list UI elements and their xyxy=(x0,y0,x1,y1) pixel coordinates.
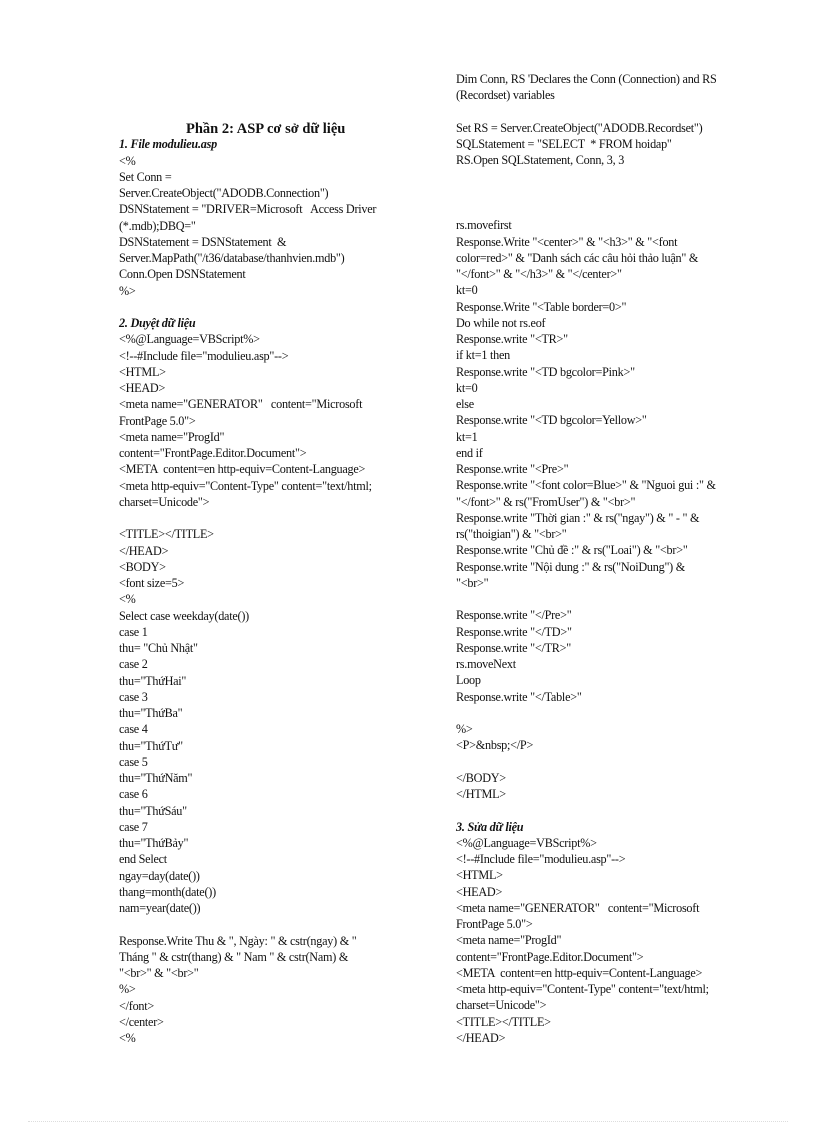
code-line: Set Conn = xyxy=(119,169,172,184)
code-line: <TITLE></TITLE> xyxy=(456,1014,551,1029)
code-line: <%@Language=VBScript%> xyxy=(456,835,597,850)
code-line: <!--#Include file="modulieu.asp"--> xyxy=(456,852,626,866)
code-line: kt=0 xyxy=(456,380,478,395)
code-line: %> xyxy=(456,722,473,736)
code-line: "</font>" & "</h3>" & "</center>" xyxy=(456,267,622,281)
code-line: <% xyxy=(119,592,136,607)
code-line: thu="ThứTư" xyxy=(119,738,183,753)
code-line: <HEAD> xyxy=(119,381,166,395)
code-line: Response.write "<TD bgcolor=Pink>" xyxy=(456,364,635,379)
code-line: <% xyxy=(119,1031,136,1045)
code-line: thu= "Chủ Nhật" xyxy=(119,641,198,655)
code-line: end if xyxy=(456,445,483,460)
code-line: <meta name="GENERATOR" content="Microsoft xyxy=(456,900,700,915)
code-line: </font> xyxy=(119,998,155,1013)
code-line: RS.Open SQLStatement, Conn, 3, 3 xyxy=(456,153,625,168)
code-line: <% xyxy=(119,153,136,168)
code-line: Response.Write Thu & ", Ngày: " & cstr(ngay) & " xyxy=(119,933,357,948)
code-line: Response.write "Nội dung :" & rs("NoiDung") & xyxy=(456,559,686,574)
code-line: FrontPage 5.0"> xyxy=(119,413,196,428)
code-line: Server.MapPath("/t36/database/thanhvien.mdb") xyxy=(119,251,345,265)
code-line: Conn.Open DSNStatement xyxy=(119,267,246,282)
code-line: <P>&nbsp;</P> xyxy=(456,738,534,753)
code-line: <META content=en http-equiv=Content-Language> xyxy=(119,462,366,477)
code-line: content="FrontPage.Editor.Document"> xyxy=(456,949,644,964)
code-line: Response.write "Thời gian :" & rs("ngay") & " - " & xyxy=(456,510,700,525)
code-line: rs.moveNext xyxy=(456,657,516,671)
code-line: case 3 xyxy=(119,689,148,704)
code-line: case 7 xyxy=(119,819,148,834)
code-line: rs.movefirst xyxy=(456,218,512,233)
code-line: DSNStatement = "DRIVER=Microsoft Access Driver xyxy=(119,202,377,217)
code-line: </HEAD> xyxy=(119,543,169,558)
code-line: Response.write "<TD bgcolor=Yellow>" xyxy=(456,413,647,428)
code-line: Response.write "</TD>" xyxy=(456,624,572,639)
code-line: Select case weekday(date()) xyxy=(119,608,249,623)
page-title: Phần 2: ASP cơ sở dữ liệu xyxy=(186,121,346,137)
code-line: FrontPage 5.0"> xyxy=(456,917,533,931)
section-heading: 3. Sửa dữ liệu xyxy=(456,819,524,834)
code-line xyxy=(119,299,431,315)
code-line: %> xyxy=(119,982,136,997)
code-line: case 2 xyxy=(119,657,148,672)
code-line: thu="ThứBa" xyxy=(119,706,183,720)
code-line: thu="ThứHai" xyxy=(119,673,187,688)
code-line: case 4 xyxy=(119,722,148,737)
code-line: </HTML> xyxy=(456,787,506,801)
code-line: thang=month(date()) xyxy=(119,884,216,899)
code-line: Response.write "<Pre>" xyxy=(456,462,569,476)
code-line: thu="ThứSáu" xyxy=(119,803,187,818)
code-line: SQLStatement = "SELECT * FROM hoidap" xyxy=(456,137,672,151)
code-line: </BODY> xyxy=(456,770,506,785)
code-line: <BODY> xyxy=(119,559,166,574)
code-line: Response.write "</Table>" xyxy=(456,689,582,704)
code-line: (Recordset) variables xyxy=(456,88,555,103)
code-line: kt=0 xyxy=(456,283,478,298)
code-line: nam=year(date()) xyxy=(119,901,201,915)
code-line: Tháng " & cstr(thang) & " Nam " & cstr(Nam) & xyxy=(119,949,349,964)
code-line: else xyxy=(456,397,474,411)
code-line: color=red>" & "Danh sách các câu hỏi thảo luận" & xyxy=(456,250,699,265)
code-line: kt=1 xyxy=(456,429,478,444)
code-line: if kt=1 then xyxy=(456,348,510,363)
code-line: %> xyxy=(119,283,136,298)
code-line xyxy=(456,802,776,818)
code-line: Loop xyxy=(456,673,481,688)
code-line: <TITLE></TITLE> xyxy=(119,527,214,542)
code-line: thu="ThứBảy" xyxy=(119,836,189,850)
section-heading: 1. File modulieu.asp xyxy=(119,137,217,152)
code-line: </HEAD> xyxy=(456,1030,506,1045)
code-line: <HEAD> xyxy=(456,884,503,899)
code-line: Dim Conn, RS 'Declares the Conn (Connection) and RS xyxy=(456,72,717,86)
code-line: end Select xyxy=(119,852,167,867)
code-line: <meta http-equiv="Content-Type" content="text/html; xyxy=(456,982,709,996)
code-line: <!--#Include file="modulieu.asp"--> xyxy=(119,348,289,363)
code-line: Do while not rs.eof xyxy=(456,315,546,330)
code-line: Response.write "<font color=Blue>" & "Nguoi gui :" & xyxy=(456,478,716,493)
code-line: Response.write "</Pre>" xyxy=(456,608,572,623)
code-line: Response.Write "<center>" & "<h3>" & "<font xyxy=(456,234,678,249)
code-line: <meta name="ProgId" xyxy=(456,933,562,948)
code-line: case 1 xyxy=(119,624,148,639)
code-line: Response.write "Chủ đề :" & rs("Loai") & "<br>" xyxy=(456,543,688,558)
code-line: <font size=5> xyxy=(119,576,185,590)
code-line: case 6 xyxy=(119,787,148,802)
code-line: case 5 xyxy=(119,754,148,769)
code-line xyxy=(119,120,431,136)
code-line: <%@Language=VBScript%> xyxy=(119,332,260,347)
code-line: <meta http-equiv="Content-Type" content="text/html; xyxy=(119,478,372,493)
code-line: Set RS = Server.CreateObject("ADODB.Recordset") xyxy=(456,120,703,135)
code-line: DSNStatement = DSNStatement & xyxy=(119,234,287,249)
right-column-code xyxy=(456,71,776,1046)
section-heading: 2. Duyệt dữ liệu xyxy=(119,316,196,330)
code-line: thu="ThứNăm" xyxy=(119,771,193,785)
code-line: <HTML> xyxy=(119,364,166,379)
code-line xyxy=(456,104,776,120)
code-line: "<br>" & "<br>" xyxy=(119,966,199,980)
code-line: "</font>" & rs("FromUser") & "<br>" xyxy=(456,494,636,509)
code-line: content="FrontPage.Editor.Document"> xyxy=(119,446,307,460)
code-line xyxy=(119,916,431,932)
code-line xyxy=(456,169,776,185)
code-line: Server.CreateObject("ADODB.Connection") xyxy=(119,186,329,200)
code-line: charset=Unicode"> xyxy=(119,494,210,509)
code-line xyxy=(456,705,776,721)
code-line xyxy=(456,591,776,607)
code-line: Response.write "</TR>" xyxy=(456,640,572,655)
code-line: <meta name="GENERATOR" content="Microsoft xyxy=(119,397,363,412)
page-bottom-rule xyxy=(28,1121,788,1122)
code-line xyxy=(456,185,776,201)
code-line: "<br>" xyxy=(456,575,489,590)
code-line: charset=Unicode"> xyxy=(456,998,547,1013)
code-line: </center> xyxy=(119,1014,164,1029)
code-line xyxy=(456,754,776,770)
code-line: (*.mdb);DBQ=" xyxy=(119,218,196,233)
code-line: ngay=day(date()) xyxy=(119,868,200,883)
code-line: <META content=en http-equiv=Content-Language> xyxy=(456,965,703,980)
code-line xyxy=(456,201,776,217)
left-column-code xyxy=(119,120,431,1046)
code-line xyxy=(119,510,431,526)
code-line: <HTML> xyxy=(456,868,503,883)
code-line: Response.write "<TR>" xyxy=(456,332,568,346)
code-line: rs("thoigian") & "<br>" xyxy=(456,527,567,541)
code-line: <meta name="ProgId" xyxy=(119,429,225,444)
code-line: Response.Write "<Table border=0>" xyxy=(456,299,627,314)
